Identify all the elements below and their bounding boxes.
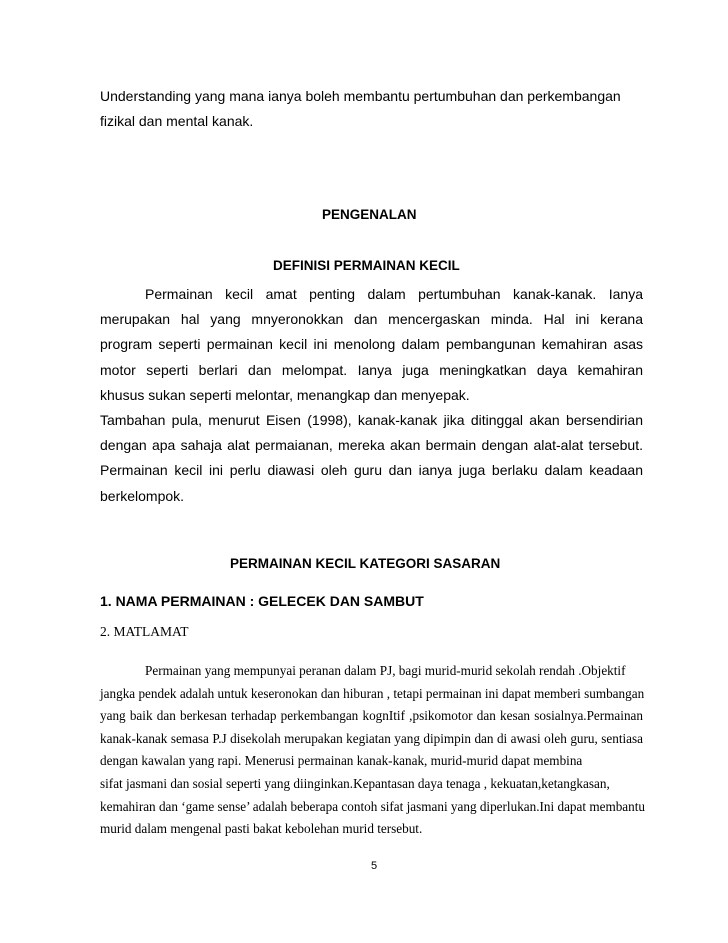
heading-definisi: DEFINISI PERMAINAN KECIL — [273, 258, 460, 273]
definisi-line: program seperti permainan kecil ini menolong dalam pembangunan kemahiran asas — [100, 336, 643, 353]
heading-matlamat: 2. MATLAMAT — [100, 624, 189, 639]
heading-nama-permainan: 1. NAMA PERMAINAN : GELECEK DAN SAMBUT — [100, 593, 424, 609]
matlamat-line: dengan kawalan yang rapi. Menerusi permainan kanak-kanak, murid-murid dapat membina — [100, 753, 583, 769]
heading-pengenalan: PENGENALAN — [322, 207, 417, 222]
intro-line-2: fizikal dan mental kanak. — [100, 113, 254, 129]
matlamat-line: yang baik dan berkesan terhadap perkembangan kognItif ,psikomotor dan kesan sosialnya.Permainan — [100, 708, 643, 724]
heading-kategori: PERMAINAN KECIL KATEGORI SASARAN — [230, 556, 501, 571]
definisi-line: khusus sukan seperti melontar, menangkap dan menyepak. — [100, 386, 470, 403]
intro-line-1: Understanding yang mana ianya boleh membantu pertumbuhan dan perkembangan — [100, 88, 621, 104]
definisi-line: Permainan kecil amat penting dalam pertumbuhan kanak-kanak. Ianya — [145, 286, 643, 302]
intro-paragraph — [100, 84, 643, 134]
definisi-line: Tambahan pula, menurut Eisen (1998), kanak-kanak jika ditinggal akan bersendirian — [100, 412, 643, 429]
matlamat-line: sifat jasmani dan sosial seperti yang diinginkan.Kepantasan daya tenaga , kekuatan,ketangkasan, — [100, 775, 610, 791]
definisi-line: merupakan hal yang mnyeronokkan dan mencergaskan minda. Hal ini kerana — [100, 311, 643, 328]
definisi-line: dengan apa sahaja alat permaianan, mereka akan bermain dengan alat-alat tersebut. — [100, 437, 643, 454]
matlamat-line: jangka pendek adalah untuk keseronokan dan hiburan , tetapi permainan ini dapat memberi sumbangan — [100, 685, 645, 701]
page-number: 5 — [370, 860, 378, 872]
definisi-line: berkelompok. — [100, 487, 185, 504]
matlamat-line: kemahiran dan ‘game sense’ adalah beberapa contoh sifat jasmani yang diperlukan.Ini dapat membantu — [100, 798, 645, 814]
definisi-line: motor seperti berlari dan melompat. Ianya juga meningkatkan daya kemahiran — [100, 361, 643, 378]
matlamat-line: Permainan yang mempunyai peranan dalam PJ, bagi murid-murid sekolah rendah .Objektif — [145, 663, 626, 678]
matlamat-paragraph — [100, 660, 643, 841]
definisi-line: Permainan kecil ini perlu diawasi oleh guru dan ianya juga berlaku dalam keadaan — [100, 462, 643, 479]
matlamat-line: murid dalam mengenal pasti bakat kebolehan murid tersebut. — [100, 821, 423, 837]
matlamat-line: kanak-kanak semasa P.J disekolah merupakan kegiatan yang dipimpin dan di awasi oleh guru, sentiasa — [100, 730, 643, 746]
definisi-paragraph — [100, 282, 643, 509]
